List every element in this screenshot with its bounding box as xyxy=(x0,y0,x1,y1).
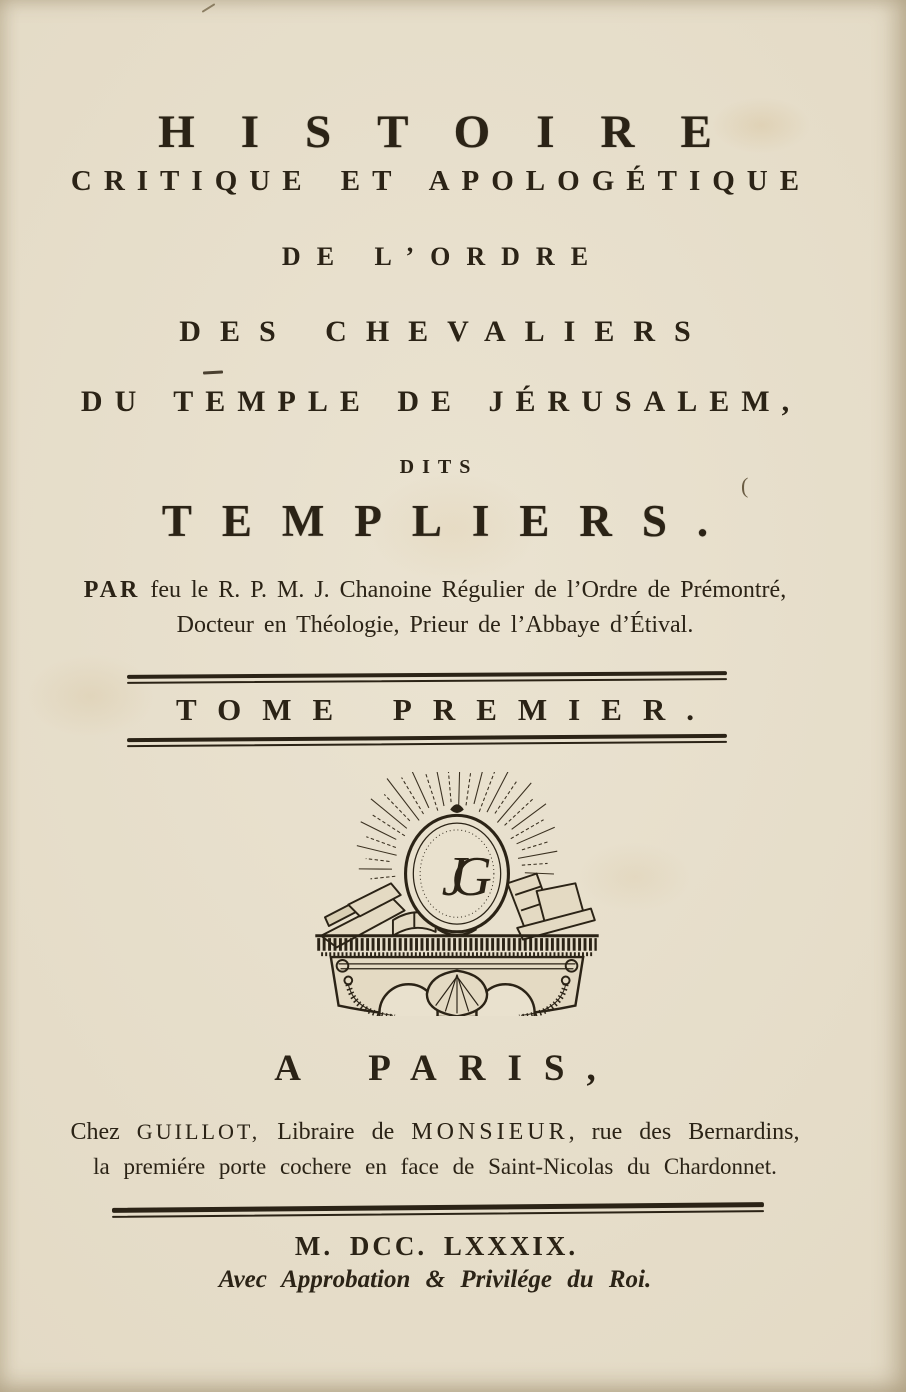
monogram-text: JG xyxy=(441,845,477,908)
rule-thin-line xyxy=(127,741,727,747)
privilege-line: Avec Approbation & Privilége du Roi. xyxy=(218,1266,652,1293)
volume-label: TOME PREMIER. xyxy=(175,692,716,727)
title-line-ordre: DE L’ORDRE xyxy=(281,242,605,271)
imprint-city: A PARIS, xyxy=(274,1048,618,1089)
rule-above-tome xyxy=(127,671,727,683)
byline-author-text: feu le R. P. M. J. Chanoine Régulier de l’Ordre de Prémontré, xyxy=(150,577,787,603)
imprint-street: , rue des Bernardins, xyxy=(568,1119,800,1145)
rule-thin-line xyxy=(127,678,727,683)
publication-year: M. DCC. LXXXIX. xyxy=(294,1231,579,1261)
rule-thick-line xyxy=(127,734,727,742)
publisher-name: GUILLOT, xyxy=(136,1119,261,1144)
title-line-critique: CRITIQUE ET APOLOGÉTIQUE xyxy=(70,165,812,197)
imprint-line-2: la premiére porte cochere en face de Saint-Nicolas du Chardonnet. xyxy=(93,1154,777,1179)
rule-above-year xyxy=(112,1202,764,1217)
stray-paren-mark: ( xyxy=(741,473,749,498)
rule-thick-line xyxy=(127,671,727,678)
imprint-monsieur: MONSIEUR xyxy=(411,1119,569,1145)
imprint-chez-label: Chez xyxy=(70,1119,120,1145)
byline-line-2: Docteur en Théologie, Prieur de l’Abbaye d’Étival. xyxy=(176,612,694,638)
imprint-line-1 xyxy=(0,1119,870,1146)
books-right-icon xyxy=(507,874,594,940)
printer-vignette xyxy=(292,772,622,1016)
main-title: HISTOIRE xyxy=(158,106,758,159)
byline-par-label: PAR xyxy=(83,577,141,603)
shelf-molding xyxy=(315,936,598,954)
title-line-dits: DITS xyxy=(399,456,479,478)
stray-dash-mark xyxy=(203,370,223,374)
title-line-temple: DU TEMPLE DE JÉRUSALEM, xyxy=(80,385,802,418)
rule-below-tome xyxy=(127,734,727,747)
byline-line-1 xyxy=(0,577,870,604)
title-line-chevaliers: DES CHEVALIERS xyxy=(179,315,710,348)
engraved-vignette xyxy=(292,772,622,1016)
cartouche xyxy=(406,804,509,935)
pencil-mark xyxy=(202,3,216,13)
title-line-templiers: TEMPLIERS. xyxy=(161,496,739,546)
imprint-mid-text: Libraire de xyxy=(277,1119,395,1145)
shell-ornament xyxy=(427,971,487,1016)
